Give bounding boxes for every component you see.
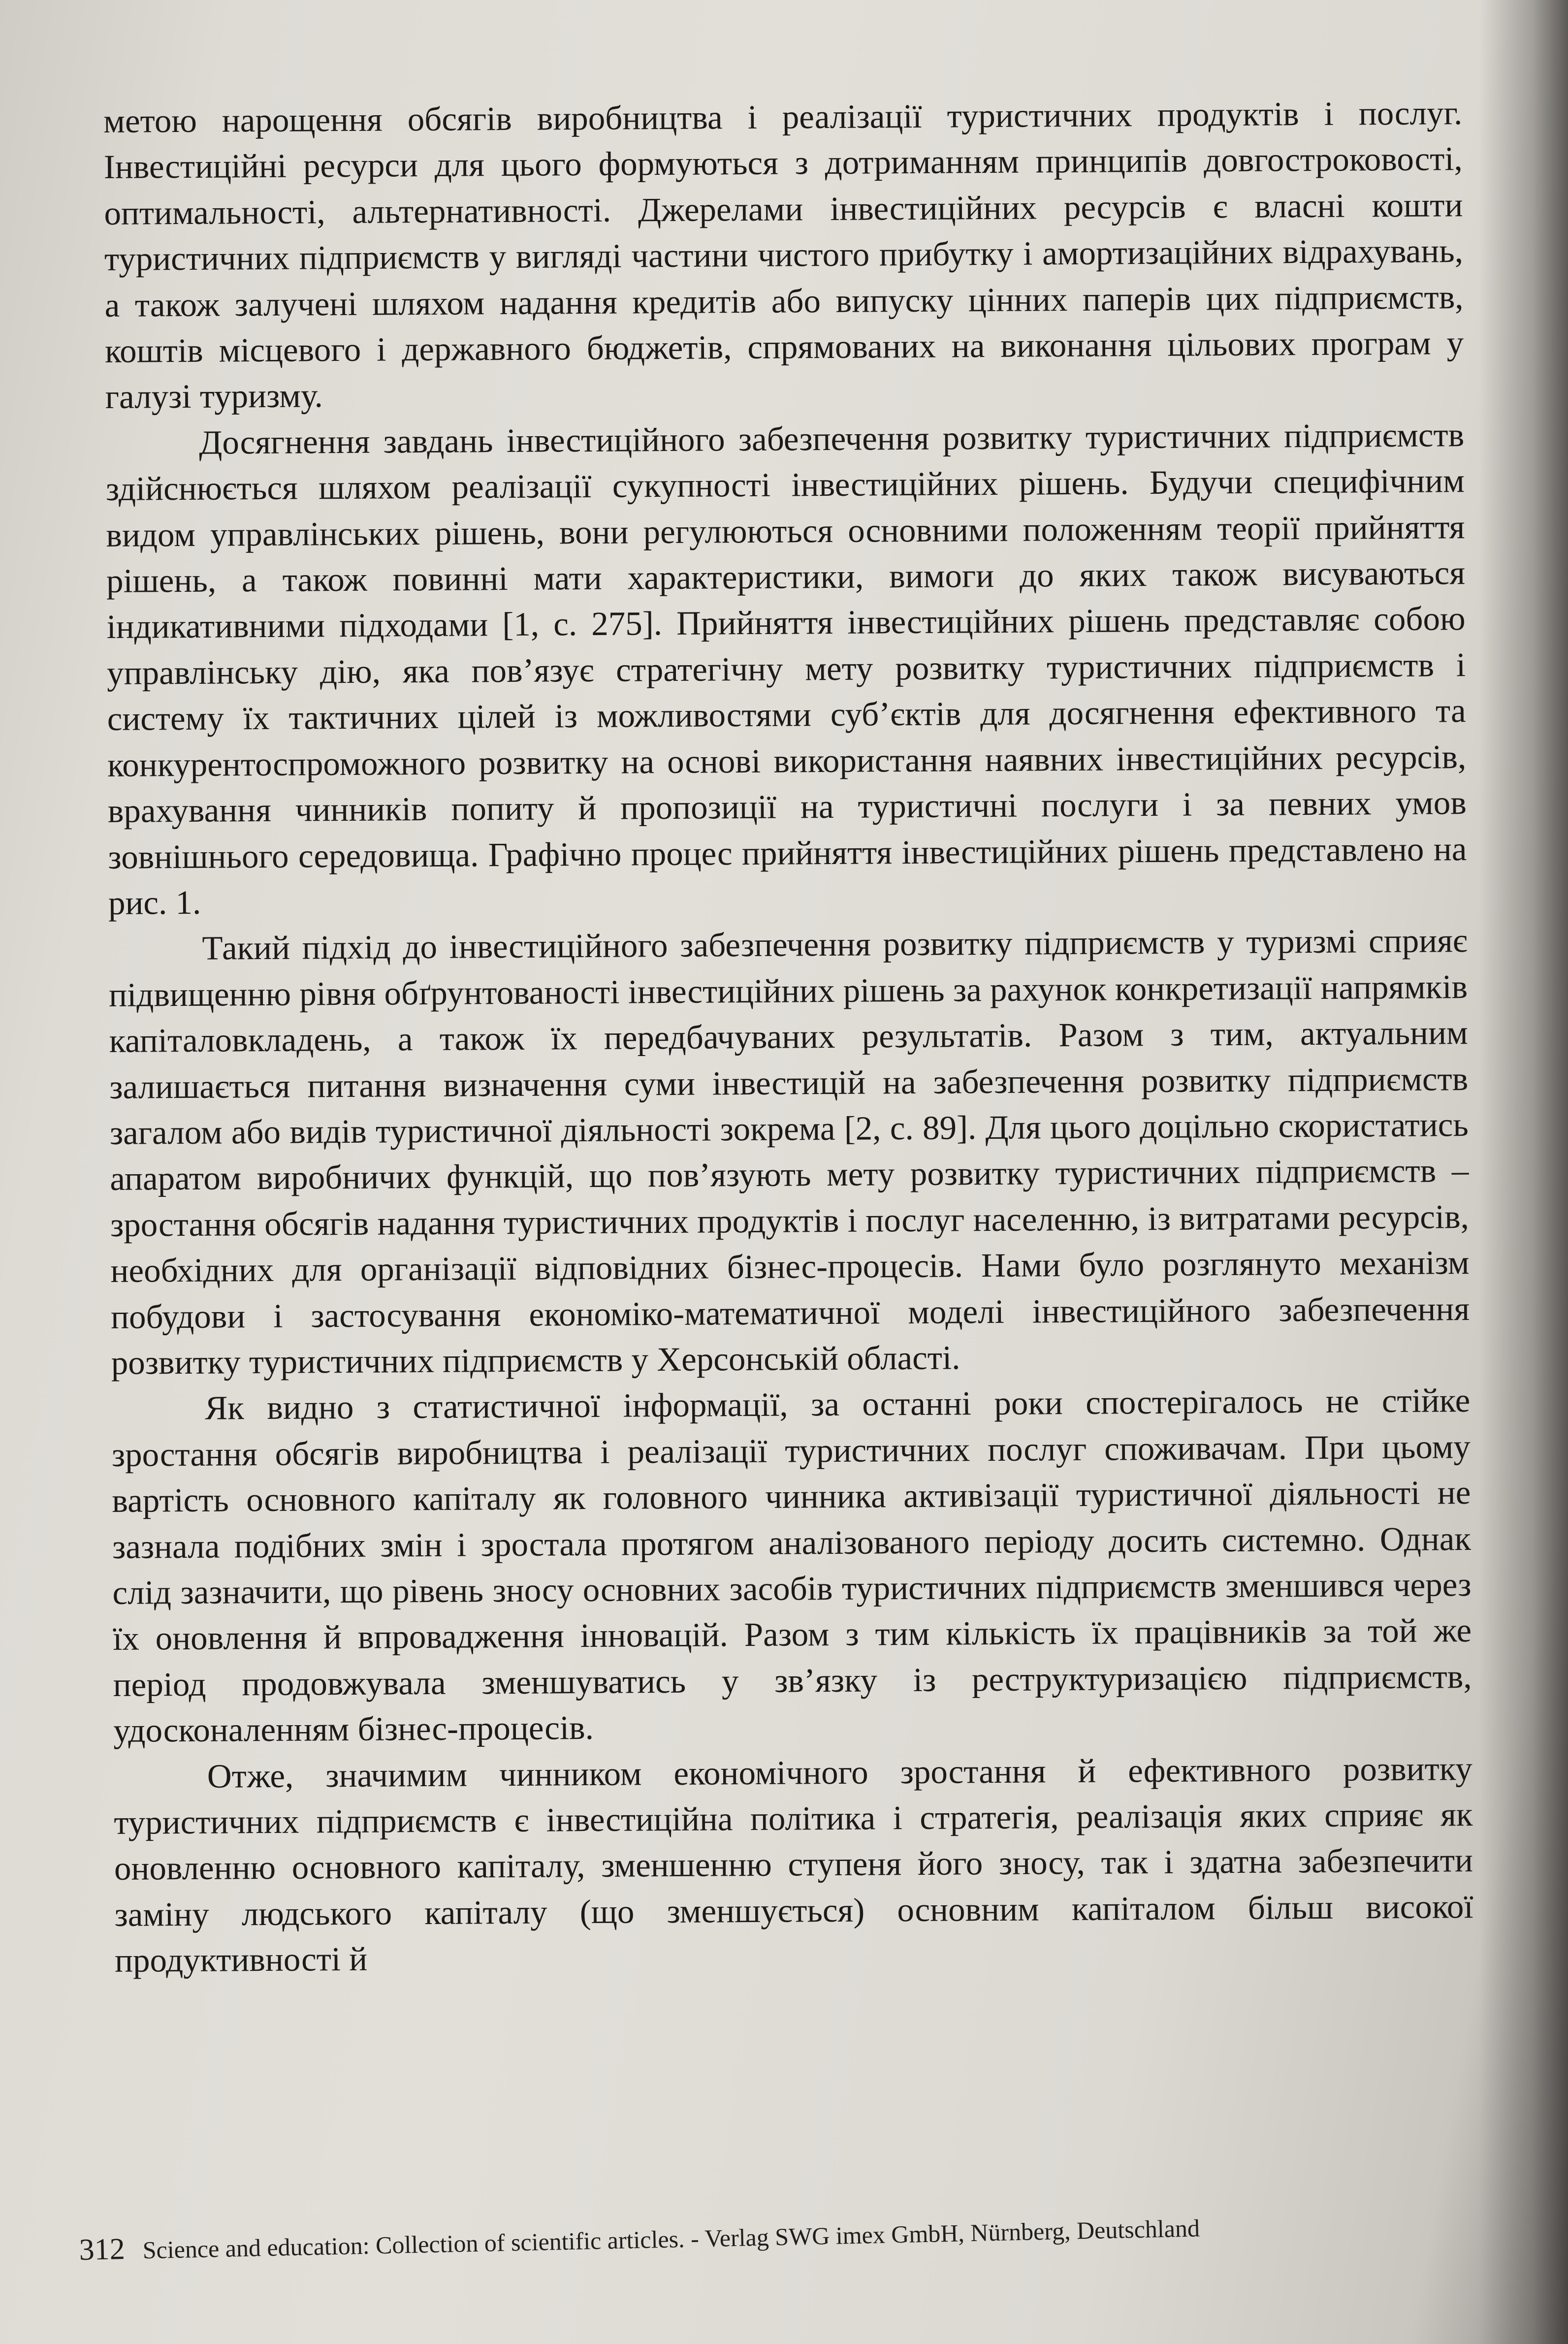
paragraph-1: метою нарощення обсягів виробництва і реалізації туристичних продуктів і послуг. Інвестиційні ресурси для цього формуються з дотриманням принципів довгостроковості, оптимальності, альтернативності. Джерелами інвестиційних ресурсів є власні кошти туристичних підприємств у вигляді частини чистого прибутку і амортизаційних відрахувань, а також залучені шляхом надання кредитів або випуску цінних паперів цих підприємств, коштів місцевого і державного бюджетів, спрямованих на виконання цільових програм у галузі туризму. (103, 94, 1464, 416)
body-text (103, 90, 1473, 1984)
page-number: 312 (79, 2232, 126, 2267)
paragraph-4: Як видно з статистичної інформації, за останні роки спостерігалось не стійке зростання обсягів виробництва і реалізації туристичних послуг споживачам. При цьому вартість основного капіталу як головного чинника активізації туристичної діяльності не зазнала подібних змін і зростала протягом аналізованого періоду досить системно. Однак слід зазначити, що рівень зносу основних засобів туристичних підприємств зменшився через їх оновлення й впровадження інновацій. Разом з тим кількість їх працівників за той же період продовжувала зменшуватись у зв’язку із реструктуризацією підприємств, удосконаленням бізнес-процесів. (111, 1381, 1472, 1750)
paragraph-2: Досягнення завдань інвестиційного забезпечення розвитку туристичних підприємств здійснюється шляхом реалізації сукупності інвестиційних рішень. Будучи специфічним видом управлінських рішень, вони регулюються основними положенням теорії прийняття рішень, а також повинні мати характеристики, вимоги до яких також висуваються індикативними підходами [1, с. 275]. Прийняття інвестиційних рішень представляє собою управлінську дію, яка пов’язує стратегічну мету розвитку туристичних підприємств і систему їх тактичних цілей із можливостями суб’єктів для досягнення ефективного та конкурентоспроможного розвитку на основі використання наявних інвестиційних ресурсів, врахування чинників попиту й пропозиції на туристичні послуги і за певних умов зовнішнього середовища. Графічно процес прийняття інвестиційних рішень представлено на рис. 1. (105, 416, 1467, 922)
page-footer (79, 2204, 1458, 2268)
footer-publication-text: Science and education: Collection of scientific articles. - Verlag SWG imex GmbH, Nürnberg, Deutschland (142, 2214, 1200, 2264)
paragraph-5: Отже, значимим чинником економічного зростання й ефективного розвитку туристичних підприємств є інвестиційна політика і стратегія, реалізація яких сприяє як оновленню основного капіталу, зменшенню ступеня його зносу, так і здатна забезпечити заміну людського капіталу (що зменшується) основним капіталом більш високої продуктивності й (114, 1749, 1473, 1980)
paragraph-3: Такий підхід до інвестиційного забезпечення розвитку підприємств у туризмі сприяє підвищенню рівня обґрунтованості інвестиційних рішень за рахунок конкретизації напрямків капіталовкладень, а також їх передбачуваних результатів. Разом з тим, актуальним залишається питання визначення суми інвестицій на забезпечення розвитку підприємств загалом або видів туристичної діяльності зокрема [2, с. 89]. Для цього доцільно скористатись апаратом виробничих функцій, що пов’язують мету розвитку туристичних підприємств – зростання обсягів надання туристичних продуктів і послуг населенню, із витратами ресурсів, необхідних для організації відповідних бізнес-процесів. Нами було розглянуто механізм побудови і застосування економіко-математичної моделі інвестиційного забезпечення розвитку туристичних підприємств у Херсонській області. (108, 922, 1470, 1381)
